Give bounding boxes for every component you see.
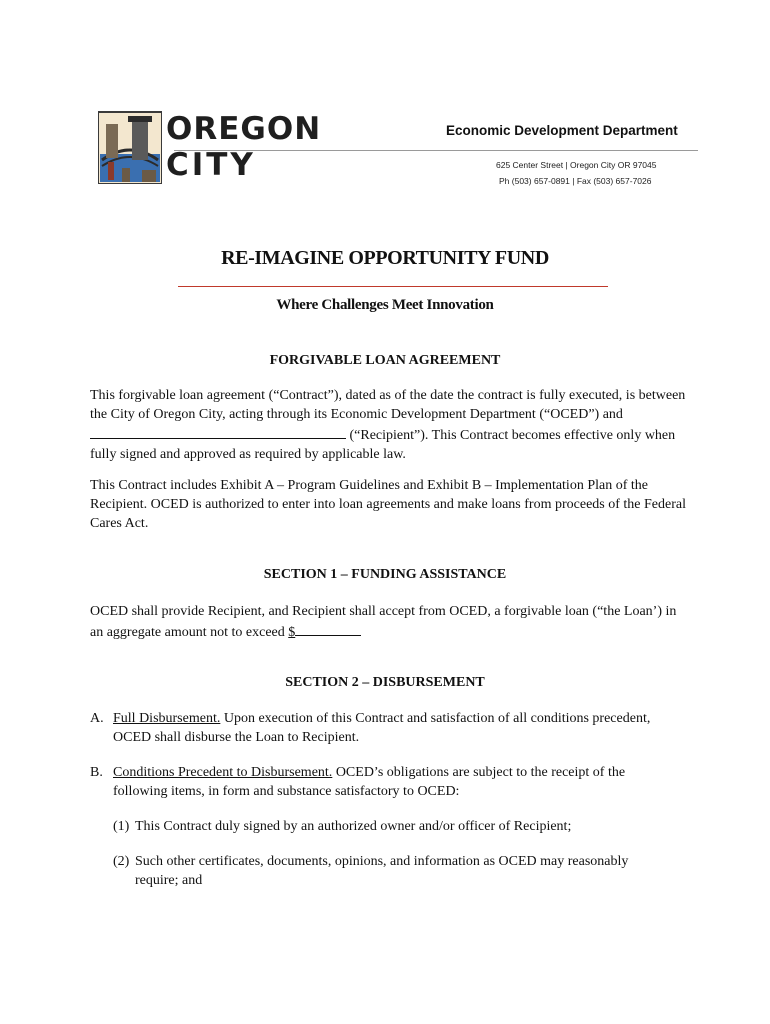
item-2-text: Such other certificates, documents, opinions, and information as OCED may reasonably require; and [135, 854, 629, 888]
department-phone-fax: Ph (503) 657-0891 | Fax (503) 657-7026 [499, 176, 652, 186]
item-1-text: This Contract duly signed by an authorized owner and/or officer of Recipient; [135, 819, 572, 834]
department-name: Economic Development Department [446, 123, 678, 138]
logo-word-city: CITY [166, 147, 256, 183]
clause-b-title: Conditions Precedent to Disbursement. [113, 765, 333, 780]
clause-b-marker: B. [90, 765, 103, 780]
clause-a-marker: A. [90, 711, 104, 726]
intro-p1-text-a: This forgivable loan agreement (“Contract”), dated as of the date the contract is fully executed, is between the City of Oregon City, acting through its Economic Development Department (“OCED”) and [90, 388, 686, 422]
intro-p1-text-b: (“Recipient”). This Contract becomes effective only when fully signed and approved as required by applicable law. [90, 428, 676, 462]
city-building-logo-icon [98, 110, 162, 184]
section-2-heading: SECTION 2 – DISBURSEMENT [285, 675, 485, 690]
section-1-paragraph [90, 602, 690, 642]
fund-title: RE-IMAGINE OPPORTUNITY FUND [221, 247, 549, 269]
logo-word-oregon: OREGON [166, 111, 322, 147]
loan-amount-prefix: $ [288, 625, 296, 640]
clause-b [90, 763, 680, 801]
clause-a-title: Full Disbursement. [113, 711, 221, 726]
section-1-text: OCED shall provide Recipient, and Recipient shall accept from OCED, a forgivable loan (“the Loan’) in an aggregate amount not to exceed [90, 604, 677, 640]
recipient-name-blank[interactable] [90, 424, 346, 439]
fund-tagline: Where Challenges Meet Innovation [276, 297, 494, 313]
clause-b-item-2 [113, 852, 673, 890]
department-address: 625 Center Street | Oregon City OR 97045 [496, 160, 657, 170]
intro-paragraph-1 [90, 386, 690, 464]
intro-paragraph-2: This Contract includes Exhibit A – Program Guidelines and Exhibit B – Implementation Plan of the Recipient. OCED is authorized to enter into loan agreements and make loans from proceeds of the Federal Cares Act. [90, 478, 686, 531]
agreement-heading: FORGIVABLE LOAN AGREEMENT [269, 353, 501, 368]
header-divider [174, 150, 698, 151]
clause-a-text: Upon execution of this Contract and satisfaction of all conditions precedent, OCED shall disburse the Loan to Recipient. [113, 711, 651, 745]
title-divider [178, 286, 608, 287]
loan-amount-blank[interactable] [295, 621, 361, 636]
clause-b-text: OCED’s obligations are subject to the receipt of the following items, in form and substance satisfactory to OCED: [113, 765, 626, 799]
item-1-marker: (1) [113, 819, 130, 834]
item-2-marker: (2) [113, 854, 130, 869]
clause-b-item-1 [113, 817, 673, 836]
clause-a [90, 709, 690, 747]
section-1-heading: SECTION 1 – FUNDING ASSISTANCE [263, 567, 507, 582]
